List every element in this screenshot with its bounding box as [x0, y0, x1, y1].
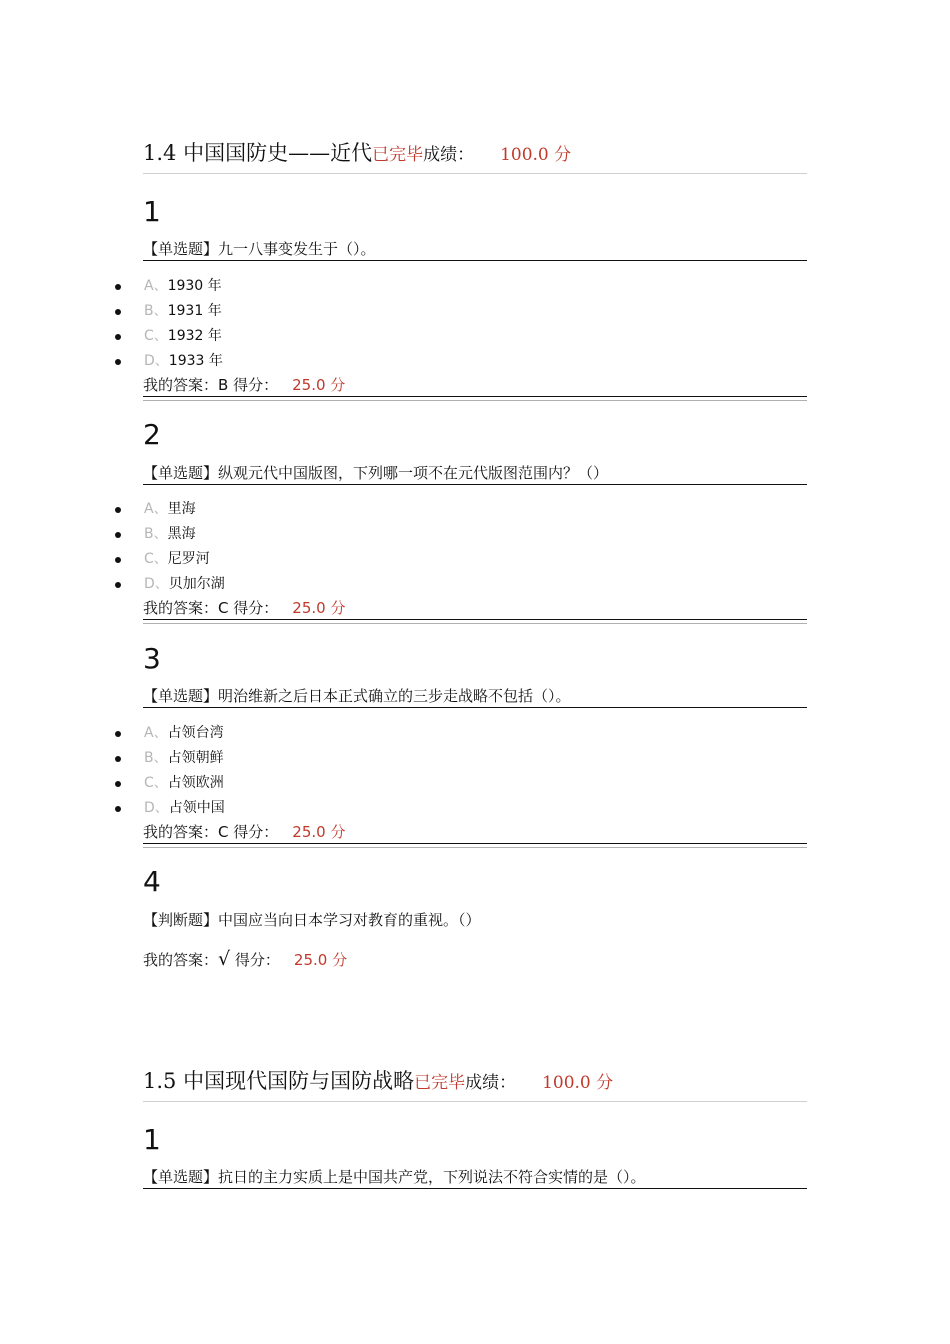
question-stem: 【判断题】中国应当向日本学习对教育的重视。（） — [143, 911, 481, 929]
completion-status: 已完毕 — [372, 145, 424, 165]
bullet-icon — [115, 756, 121, 762]
bullet-icon — [115, 284, 121, 290]
score-label: 得分： — [233, 599, 279, 617]
answer-label: 我的答案： — [143, 951, 219, 969]
question-number: 1 — [143, 1123, 161, 1156]
my-answer: B — [218, 376, 229, 394]
question-number: 3 — [143, 642, 161, 675]
section-title-1-4 — [143, 133, 807, 174]
bullet-icon — [115, 507, 121, 513]
check-mark-answer: √ — [218, 948, 231, 970]
score-label: 得分： — [234, 951, 280, 969]
option-d: D、1933 年 — [110, 349, 223, 374]
answer-label: 我的答案： — [143, 599, 219, 617]
section-title-text: 1.5 中国现代国防与国防战略 — [143, 1069, 415, 1093]
question-number: 1 — [143, 195, 161, 228]
bullet-icon — [115, 806, 121, 812]
question-score: 25.0 分 — [292, 823, 346, 841]
answer-row — [143, 374, 807, 397]
answer-row — [143, 948, 807, 970]
option-list — [110, 721, 225, 821]
option-list — [110, 274, 223, 374]
question-stem: 【单选题】九一八事变发生于（）。 — [143, 238, 807, 261]
bullet-icon — [115, 309, 121, 315]
score-label: 成绩： — [423, 145, 475, 165]
option-c: C、1932 年 — [110, 324, 223, 349]
completion-status: 已完毕 — [414, 1073, 466, 1093]
score-label: 成绩： — [465, 1073, 517, 1093]
answer-label: 我的答案： — [143, 376, 219, 394]
my-answer: C — [218, 599, 229, 617]
option-c: C、尼罗河 — [110, 547, 225, 572]
question-score: 25.0 分 — [292, 376, 346, 394]
answer-row — [143, 821, 807, 844]
bullet-icon — [115, 334, 121, 340]
option-b: B、1931 年 — [110, 299, 223, 324]
option-a: A、占领台湾 — [110, 721, 225, 746]
question-stem: 【单选题】明治维新之后日本正式确立的三步走战略不包括（）。 — [143, 685, 807, 708]
score-label: 得分： — [233, 823, 279, 841]
question-score: 25.0 分 — [292, 599, 346, 617]
bullet-icon — [115, 557, 121, 563]
question-score: 25.0 分 — [293, 951, 348, 969]
question-number: 4 — [143, 865, 161, 898]
my-answer: C — [218, 823, 229, 841]
option-list — [110, 497, 225, 597]
section-score: 100.0 分 — [542, 1073, 614, 1093]
question-number: 2 — [143, 418, 161, 451]
section-score: 100.0 分 — [500, 145, 572, 165]
bullet-icon — [115, 781, 121, 787]
question-stem: 【单选题】纵观元代中国版图，下列哪一项不在元代版图范围内？（） — [143, 462, 807, 485]
answer-label: 我的答案： — [143, 823, 219, 841]
bullet-icon — [115, 731, 121, 737]
section-title-1-5 — [143, 1061, 807, 1102]
option-d: D、占领中国 — [110, 796, 225, 821]
score-label: 得分： — [233, 376, 279, 394]
option-d: D、贝加尔湖 — [110, 572, 225, 597]
bullet-icon — [115, 582, 121, 588]
question-stem: 【单选题】抗日的主力实质上是中国共产党，下列说法不符合实情的是（）。 — [143, 1166, 807, 1189]
option-b: B、占领朝鲜 — [110, 746, 225, 771]
bullet-icon — [115, 359, 121, 365]
section-title-text: 1.4 中国国防史——近代 — [143, 141, 373, 165]
bullet-icon — [115, 532, 121, 538]
option-c: C、占领欧洲 — [110, 771, 225, 796]
answer-row — [143, 597, 807, 620]
option-a: A、1930 年 — [110, 274, 223, 299]
option-a: A、里海 — [110, 497, 225, 522]
option-b: B、黑海 — [110, 522, 225, 547]
